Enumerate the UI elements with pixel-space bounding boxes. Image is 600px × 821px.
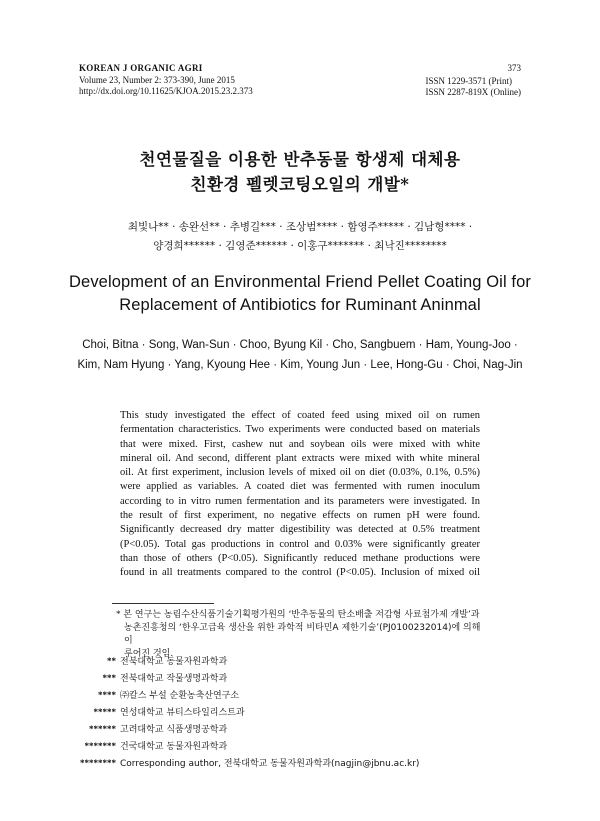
affiliation-item bbox=[60, 655, 480, 669]
issn-print: ISSN 1229-3571 (Print) bbox=[425, 75, 513, 86]
korean-title-line-2: 친환경 펠렛코팅오일의 개발* bbox=[190, 175, 410, 194]
abstract-line: Significantly decreased dry matter digestibility was detected at 0.5% treatment bbox=[120, 524, 480, 536]
affiliation-item bbox=[60, 706, 480, 720]
affiliation-text: 연성대학교 뷰티스타일리스트과 bbox=[120, 708, 245, 718]
funding-line-1: 본 연구는 농림수산식품기술기획평가원의 ‘반추동물의 탄소배출 저감형 사료첨가제 개발’과 bbox=[123, 610, 480, 620]
affiliation-item bbox=[60, 672, 480, 686]
affiliation-item bbox=[60, 757, 480, 771]
affiliation-item bbox=[60, 689, 480, 703]
affiliation-marker: ***** bbox=[93, 707, 116, 717]
affiliation-text: 전북대학교 동물자원과학과 bbox=[120, 657, 228, 667]
affiliation-marker: **** bbox=[98, 690, 116, 700]
affiliation-marker: ******** bbox=[80, 758, 116, 768]
affiliation-marker: ** bbox=[107, 656, 116, 666]
affiliation-marker: ****** bbox=[89, 724, 116, 734]
page-number: 373 bbox=[507, 63, 521, 73]
journal-header bbox=[79, 63, 253, 98]
journal-volume: Volume 23, Number 2: 373-390, June 2015 bbox=[79, 74, 235, 85]
english-title-line-1: Development of an Environmental Friend Pellet Coating Oil for bbox=[69, 273, 531, 291]
journal-doi[interactable]: http://dx.doi.org/10.11625/KJOA.2015.23.2.373 bbox=[79, 86, 253, 96]
affiliation-item bbox=[60, 723, 480, 737]
abstract-line: according to in vitro rumen fermentation and its parameters were investigated. In bbox=[120, 495, 480, 507]
affiliation-text: 전북대학교 작물생명과학과 bbox=[120, 674, 228, 684]
abstract-line: that were mixed. First, cashew nut and soybean oils were mixed with white bbox=[120, 438, 480, 450]
funding-line-2: 농촌진흥청의 ‘한우고급육 생산을 위한 과학적 비타민A 제한기술’(PJ0100232014)에 의해 이 bbox=[124, 623, 481, 646]
funding-footnote bbox=[104, 608, 484, 661]
abstract bbox=[120, 409, 480, 581]
affiliation-text: 건국대학교 동물자원과학과 bbox=[120, 742, 228, 752]
korean-authors-line-2: 양경희****** · 김영준****** · 이홍구******* · 최낙진******** bbox=[153, 240, 447, 252]
affiliation-text: 고려대학교 식품생명공학과 bbox=[120, 725, 228, 735]
footnote-marker: * bbox=[116, 609, 121, 619]
affiliation-text: Corresponding author, 전북대학교 동물자원과학과(nagjin@jbnu.ac.kr) bbox=[120, 759, 420, 769]
funding-line-3: 루어진 것임. bbox=[124, 649, 174, 659]
korean-authors-line-1: 최빛나** · 송완선** · 추병길*** · 조상범**** · 함영주***** · 김남형**** · bbox=[127, 221, 473, 233]
abstract-line: oil. At first experiment, inclusion levels of mixed oil on diet (0.03%, 0.1%, 0.5%) bbox=[120, 467, 480, 479]
abstract-line: the result of first experiment, no negative effects on rumen pH were found. bbox=[120, 510, 480, 522]
english-title-line-2: Replacement of Antibiotics for Ruminant Aninmal bbox=[119, 296, 481, 314]
abstract-line: This study investigated the effect of coated feed using mixed oil on rumen bbox=[120, 410, 480, 421]
abstract-line: than those of others (P<0.05). Significantly reduced methane productions were bbox=[120, 552, 480, 564]
abstract-line: mineral oil. And second, different plant extracts were mixed with white mineral bbox=[120, 452, 480, 464]
issn-block bbox=[426, 63, 522, 99]
affiliation-text: ㈜칼스 부설 순환농축산연구소 bbox=[120, 691, 240, 701]
issn-online: ISSN 2287-819X (Online) bbox=[425, 87, 521, 97]
english-authors-line-1: Choi, Bitna · Song, Wan-Sun · Choo, Byung Kil · Cho, Sangbuem · Ham, Young-Joo · bbox=[82, 339, 518, 351]
english-authors-line-2: Kim, Nam Hyung · Yang, Kyoung Hee · Kim, Young Jun · Lee, Hong-Gu · Choi, Nag-Jin bbox=[77, 359, 523, 371]
abstract-line: found in all treatments compared to the control (P<0.05). Inclusion of mixed oil bbox=[120, 567, 480, 579]
abstract-line: (P<0.05). Total gas productions in control and 0.03% were significantly greater bbox=[120, 538, 480, 550]
footnote-divider bbox=[112, 603, 214, 604]
journal-name: KOREAN J ORGANIC AGRI bbox=[79, 63, 203, 73]
abstract-line: were applied as variables. A coated diet was fermented with rumen inoculum bbox=[120, 481, 480, 493]
affiliation-marker: ******* bbox=[84, 741, 116, 751]
korean-title-line-1: 천연물질을 이용한 반추동물 항생제 대체용 bbox=[139, 150, 461, 169]
affiliation-marker: *** bbox=[102, 673, 116, 683]
abstract-line: fermentation characteristics. Two experiments were conducted based on materials bbox=[120, 424, 480, 436]
affiliation-item bbox=[60, 740, 480, 754]
